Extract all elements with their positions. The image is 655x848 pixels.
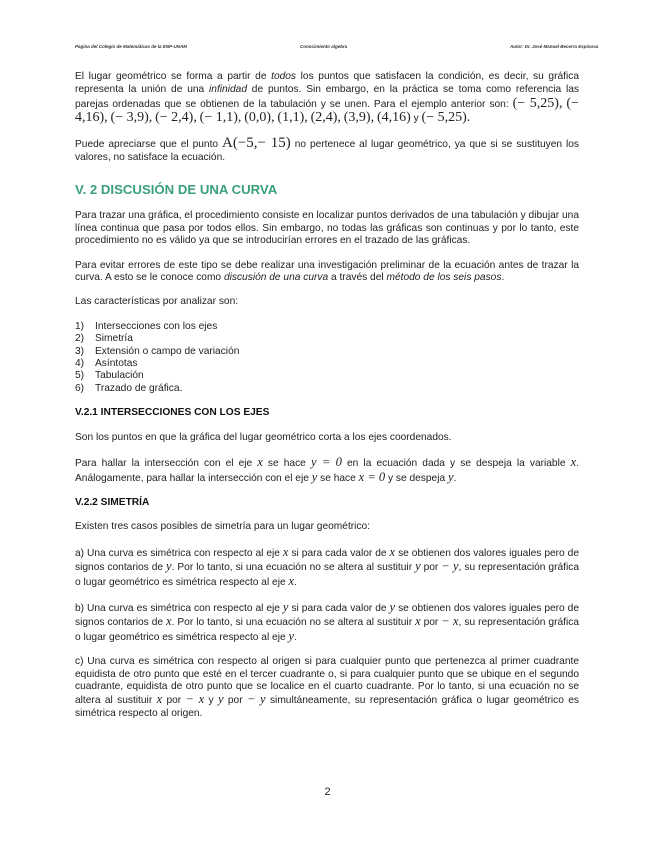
page-number: 2 bbox=[324, 786, 331, 798]
variable: x bbox=[570, 455, 577, 470]
steps-list bbox=[75, 321, 579, 395]
text: por bbox=[420, 617, 442, 629]
variable: y bbox=[389, 599, 396, 614]
text: . bbox=[294, 631, 297, 643]
variable: y bbox=[166, 559, 172, 574]
ordered-pair: (− 3,9), bbox=[110, 109, 153, 125]
list-item bbox=[75, 333, 579, 345]
variable: − y bbox=[246, 692, 266, 707]
list-number: 5) bbox=[75, 370, 85, 382]
subsection-title-intersections: V.2.1 INTERSECCIONES CON LOS EJES bbox=[75, 407, 270, 419]
text: y bbox=[410, 112, 422, 124]
variable: x bbox=[156, 692, 163, 707]
paragraph-point-a bbox=[75, 137, 579, 164]
list-label: Asíntotas bbox=[95, 358, 138, 370]
ordered-pair: (3,9), bbox=[343, 109, 375, 125]
text: . bbox=[501, 272, 505, 284]
paragraph-tracing: Para trazar una gráfica, el procedimiento consiste en localizar puntos derivados de una tabulación y dibujar una línea continua que pasa por todos ellos. Sin embargo, no todas las gráficas son continuas y por lo tanto, este procedimiento no es válido ya que se introducirían errores en el trazado de las gráficas. bbox=[75, 210, 579, 247]
header-left: Pagina del Colegio de Matemáticas de la ENP-UNAM bbox=[75, 44, 188, 49]
variable: y bbox=[448, 469, 454, 484]
list-number: 3) bbox=[75, 345, 85, 357]
paragraph-characteristics: Las características por analizar son: bbox=[75, 296, 239, 308]
text: por bbox=[420, 562, 442, 574]
text: Para hallar la intersección con el eje bbox=[75, 458, 258, 470]
text: . Por lo tanto, si una ecuación no se altera al sustituir bbox=[171, 617, 416, 629]
text: se hace bbox=[262, 458, 311, 470]
paragraph-symmetry-y bbox=[75, 601, 579, 644]
text: Puede apreciarse que el punto bbox=[75, 139, 222, 151]
header-center: Conocimiento algebra bbox=[300, 44, 348, 49]
variable: x bbox=[389, 544, 396, 559]
variable: x bbox=[288, 573, 295, 588]
text: y bbox=[204, 695, 218, 707]
text: . bbox=[453, 472, 457, 484]
text: Para evitar errores de este tipo se debe realizar una investigación preliminar de la ecuación antes de trazar la curva. A esto se le conoce como bbox=[75, 259, 579, 284]
text: simultáneamente, su representación gráfica o lugar geométrico es simétrica respecto al origen. bbox=[75, 695, 580, 719]
variable: − x bbox=[185, 692, 205, 707]
ordered-pair: (− 4,16), bbox=[75, 95, 579, 125]
ordered-pair: (1,1), bbox=[277, 109, 308, 125]
equation: x = 0 bbox=[358, 469, 386, 484]
ordered-pair: (2,4), bbox=[310, 109, 341, 125]
list-item bbox=[75, 358, 579, 370]
paragraph-intersections-method bbox=[75, 456, 579, 485]
text: . Por lo tanto, si una ecuación no se altera al sustituir bbox=[171, 562, 416, 574]
list-item bbox=[75, 346, 579, 358]
text: por bbox=[162, 695, 186, 707]
paragraph-locus bbox=[75, 70, 579, 125]
text: no pertenece al lugar geométrico, ya que si se sustituyen los valores, no satisface la ecuación. bbox=[75, 139, 579, 163]
equation: y = 0 bbox=[310, 455, 342, 470]
ordered-pair: (− 5,25), bbox=[512, 95, 563, 111]
list-label: Intersecciones con los ejes bbox=[95, 320, 218, 332]
ordered-pair: (− 2,4), bbox=[155, 109, 197, 125]
page-content bbox=[75, 70, 579, 720]
variable: x bbox=[257, 455, 263, 470]
text: a través del bbox=[328, 272, 387, 284]
emphasis: método de los seis pasos bbox=[386, 272, 502, 284]
text: los puntos que satisfacen la condición, es decir, su gráfica representa la unión de una bbox=[75, 71, 579, 96]
paragraph-intersections-intro: Son los puntos en que la gráfica del lugar geométrico corta a los ejes coordenados. bbox=[75, 431, 452, 443]
text: , su representación gráfica o lugar geométrico es simétrica respecto al eje bbox=[75, 617, 580, 643]
list-item bbox=[75, 321, 579, 333]
text: si para cada valor de bbox=[288, 547, 390, 559]
text: se hace bbox=[317, 472, 359, 484]
text: en la ecuación dada y se despeja la variable bbox=[341, 458, 571, 470]
variable: y bbox=[311, 469, 318, 484]
list-number: 2) bbox=[75, 333, 85, 345]
variable: y bbox=[217, 692, 224, 707]
variable: y bbox=[415, 559, 421, 574]
point-a: A(−5,− 15) bbox=[221, 135, 291, 152]
variable: x bbox=[166, 614, 172, 629]
text: a) Una curva es simétrica con respecto al eje bbox=[75, 547, 283, 559]
text: se obtienen dos valores iguales pero de signos contarios de bbox=[75, 547, 580, 574]
text: si para cada valor de bbox=[288, 602, 390, 614]
subsection-title-symmetry: V.2.2 SIMETRÍA bbox=[75, 496, 150, 508]
text: El lugar geométrico se forma a partir de bbox=[75, 71, 272, 82]
paragraph-symmetry-intro: Existen tres casos posibles de simetría para un lugar geométrico: bbox=[75, 521, 371, 533]
list-number: 4) bbox=[75, 358, 85, 370]
variable: − y bbox=[441, 559, 459, 574]
text: por bbox=[223, 695, 247, 707]
emphasis: infinidad bbox=[209, 84, 247, 96]
text: se obtienen dos valores iguales pero de signos contarios de bbox=[75, 602, 580, 629]
ordered-pair: (− 1,1), bbox=[199, 109, 242, 125]
list-number: 1) bbox=[75, 320, 85, 332]
text: , su representación gráfica o lugar geométrico es simétrica respecto al eje bbox=[75, 562, 580, 588]
list-label: Simetría bbox=[95, 333, 133, 345]
paragraph-errors bbox=[75, 260, 579, 285]
list-item bbox=[75, 383, 579, 395]
list-number: 6) bbox=[75, 382, 85, 394]
text: . Análogamente, para hallar la intersección con el eje bbox=[75, 458, 580, 484]
header-right: Autor: Dr. José Manuel Becerra Espinosa bbox=[510, 44, 599, 49]
text: c) Una curva es simétrica con respecto al origen si para cualquier punto que pertenezca al primer cuadrante equidista de otro punto que esté en el tercer cuadrante o, si para cualquier punto que se ubique en el segundo cuadrante, equidista de otro punto que se localice en el cuarto cuadrante. Por lo tanto, si una ecuación no se altera al sustituir bbox=[75, 656, 579, 707]
list-label: Extensión o campo de variación bbox=[95, 345, 240, 357]
ordered-pair: (0,0), bbox=[244, 109, 275, 125]
emphasis: discusión de una curva bbox=[223, 272, 329, 284]
section-title: V. 2 DISCUSIÓN DE UNA CURVA bbox=[75, 182, 278, 197]
variable: x bbox=[282, 544, 289, 559]
paragraph-symmetry-x bbox=[75, 546, 579, 589]
text: . bbox=[294, 576, 297, 588]
list-label: Trazado de gráfica. bbox=[95, 382, 183, 394]
ordered-pair: (− 5,25). bbox=[421, 109, 471, 125]
variable: x bbox=[415, 614, 421, 629]
variable: − x bbox=[441, 614, 459, 629]
variable: y bbox=[282, 599, 289, 614]
paragraph-symmetry-origin bbox=[75, 656, 579, 720]
variable: y bbox=[288, 628, 295, 643]
list-label: Tabulación bbox=[95, 370, 144, 382]
text: de puntos. Sin embargo, en la práctica se toma como referencia las parejas ordenadas que se obtienen de la tabulación y se unen. Para el ejemplo anterior son: bbox=[75, 84, 579, 110]
ordered-pair: (4,16) bbox=[376, 109, 411, 125]
emphasis: todos bbox=[271, 71, 297, 82]
text: b) Una curva es simétrica con respecto al eje bbox=[75, 602, 283, 614]
list-item bbox=[75, 370, 579, 382]
text: y se despeja bbox=[385, 472, 448, 484]
